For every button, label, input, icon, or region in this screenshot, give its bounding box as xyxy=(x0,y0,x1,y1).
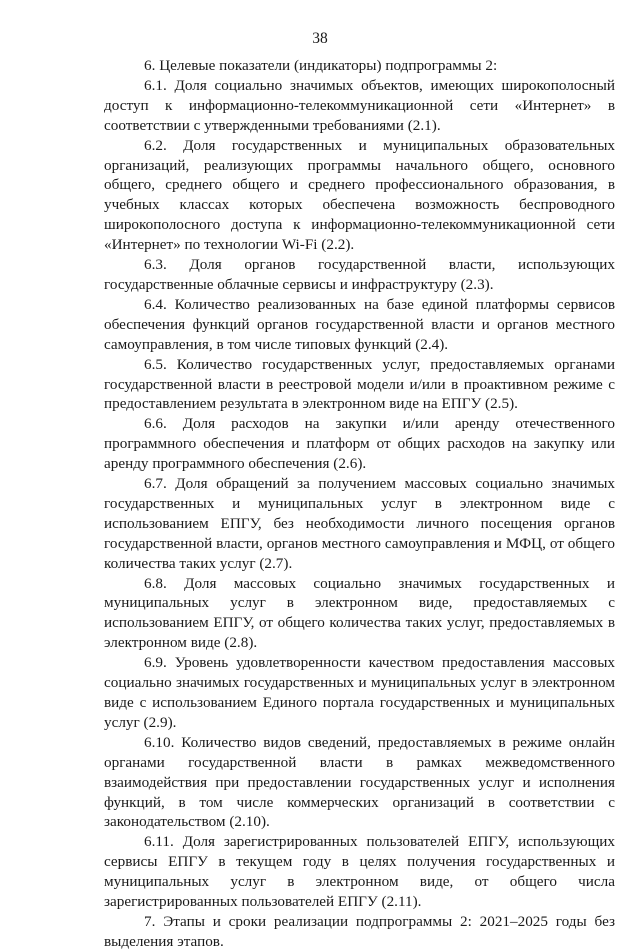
indicator-6-5: 6.5. Количество государственных услуг, предоставляемых органами государственной власти в реестровой модели и/или в проактивном режиме с предоставлением результата в электронном виде на ЕПГУ (2.5). xyxy=(104,355,615,413)
indicator-6-10: 6.10. Количество видов сведений, предоставляемых в режиме онлайн органами государственной власти в рамках межведомственного взаимодействия при предоставлении государственных услуг и исполнения функций, в том числе коммерческих организаций в соответствии с законодательством (2.10). xyxy=(104,733,615,831)
indicator-6-2: 6.2. Доля государственных и муниципальных образовательных организаций, реализующих программы начального общего, основного общего, среднего общего и среднего профессионального образования, в учебных классах которых обеспечена возможность беспроводного широкополосного доступа к информационно-телекоммуникационной сети «Интернет» по технологии Wi-Fi (2.2). xyxy=(104,136,615,254)
indicator-6-9: 6.9. Уровень удовлетворенности качеством предоставления массовых социально значимых государственных и муниципальных услуг в электронном виде с использованием Единого портала государственных и муниципальных услуг (2.9). xyxy=(104,654,615,731)
indicator-6-3: 6.3. Доля органов государственной власти, использующих государственные облачные сервисы и инфраструктуру (2.3). xyxy=(104,256,615,293)
document-body xyxy=(104,56,615,952)
indicator-6-1: 6.1. Доля социально значимых объектов, имеющих широкополосный доступ к информационно-телекоммуникационной сети «Интернет» в соответствии с утвержденными требованиями (2.1). xyxy=(104,76,615,134)
indicator-6-6: 6.6. Доля расходов на закупки и/или аренду отечественного программного обеспечения и платформ от общих расходов на закупку или аренду программного обеспечения (2.6). xyxy=(104,415,615,473)
page-number: 38 xyxy=(312,30,328,47)
section-6-heading: 6. Целевые показатели (индикаторы) подпрограммы 2: xyxy=(144,57,498,74)
section-7-stages: 7. Этапы и сроки реализации подпрограммы 2: 2021–2025 годы без выделения этапов. xyxy=(104,912,615,950)
indicator-6-7: 6.7. Доля обращений за получением массовых социально значимых государственных и муниципальных услуг в электронном виде с использованием ЕПГУ, без необходимости личного посещения органов государственной власти, органов местного самоуправления и МФЦ, от общего количества таких услуг (2.7). xyxy=(104,475,615,572)
indicator-6-4: 6.4. Количество реализованных на базе единой платформы сервисов обеспечения функций органов государственной власти и органов местного самоуправления, в том числе типовых функций (2.4). xyxy=(104,295,615,353)
indicator-6-8: 6.8. Доля массовых социально значимых государственных и муниципальных услуг в электронном виде, предоставляемых с использованием ЕПГУ, от общего количества таких услуг, предоставляемых в электронном виде (2.8). xyxy=(104,574,615,652)
indicator-6-11: 6.11. Доля зарегистрированных пользователей ЕПГУ, использующих сервисы ЕПГУ в текущем году в целях получения государственных и муниципальных услуг в электронном виде, от общего числа зарегистрированных пользователей ЕПГУ (2.11). xyxy=(104,833,615,911)
